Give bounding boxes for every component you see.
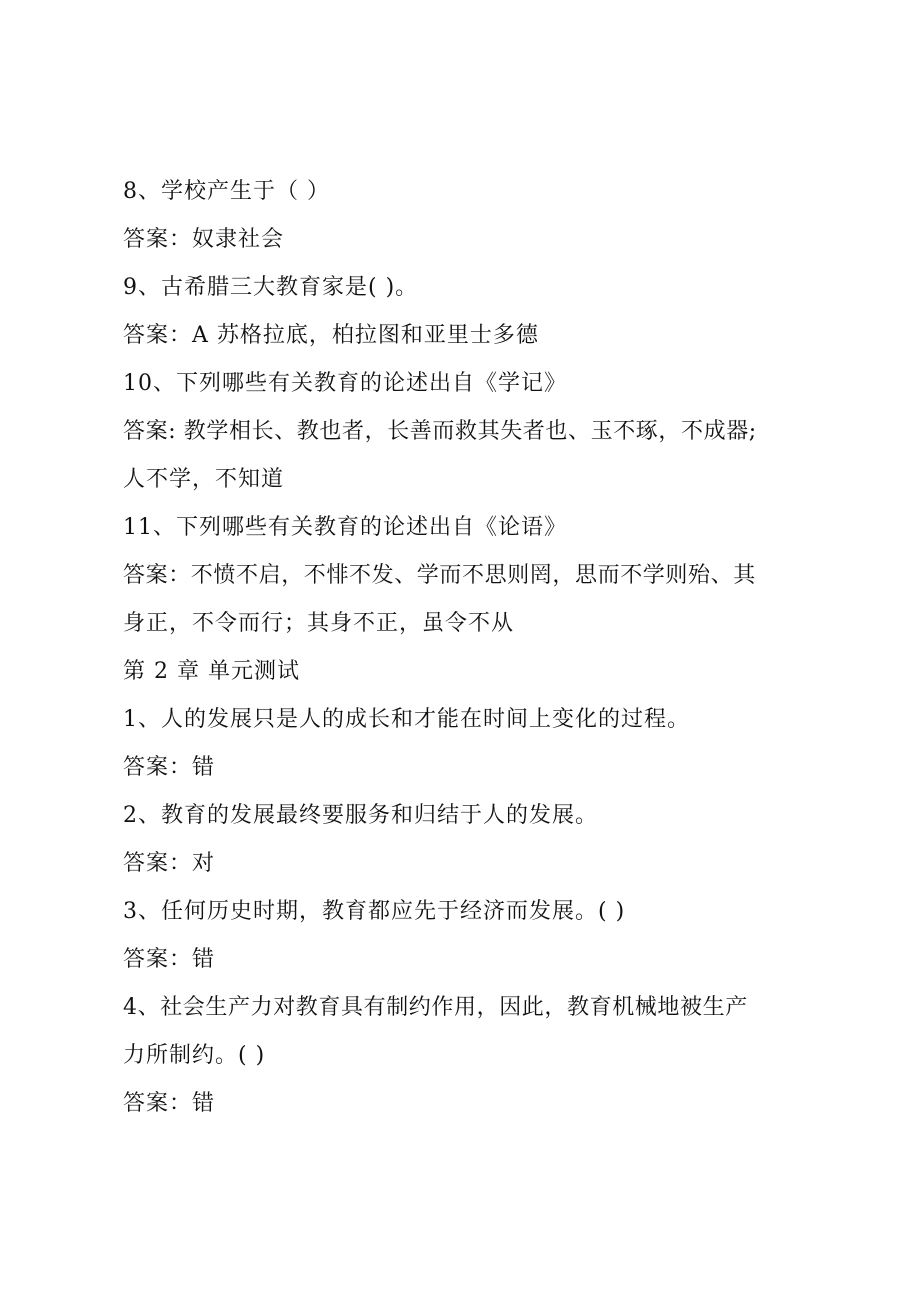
answer-10-line-2: 人不学，不知道: [123, 467, 285, 492]
question-3: 3、任何历史时期，教育都应先于经济而发展。( ): [123, 899, 626, 924]
answer-8: 答案：奴隶社会: [123, 227, 285, 252]
question-10: 10、下列哪些有关教育的论述出自《学记》: [123, 371, 567, 396]
question-2: 2、教育的发展最终要服务和归结于人的发展。: [123, 803, 598, 828]
answer-11-line-1: 答案：不愤不启，不悱不发、学而不思则罔，思而不学则殆、其: [123, 563, 756, 588]
question-11: 11、下列哪些有关教育的论述出自《论语》: [123, 515, 567, 540]
document-body: [123, 168, 823, 1128]
answer-9: 答案：A 苏格拉底，柏拉图和亚里士多德: [123, 323, 539, 348]
answer-10-line-1: 答案: 教学相长、教也者，长善而救其失者也、玉不琢，不成器;: [123, 419, 757, 444]
answer-1: 答案：错: [123, 755, 216, 780]
question-4-line-2: 力所制约。( ): [123, 1043, 266, 1068]
answer-11-line-2: 身正，不令而行；其身不正，虽令不从: [123, 611, 515, 636]
question-8: 8、学校产生于（ ）: [123, 179, 330, 204]
answer-3: 答案：错: [123, 947, 216, 972]
question-1: 1、人的发展只是人的成长和才能在时间上变化的过程。: [123, 707, 690, 732]
question-9: 9、古希腊三大教育家是( )。: [123, 275, 419, 300]
answer-2: 答案：对: [123, 851, 216, 876]
chapter-heading: 第 2 章 单元测试: [123, 659, 300, 684]
question-4-line-1: 4、社会生产力对教育具有制约作用，因此，教育机械地被生产: [123, 995, 748, 1020]
answer-4: 答案：错: [123, 1091, 216, 1116]
